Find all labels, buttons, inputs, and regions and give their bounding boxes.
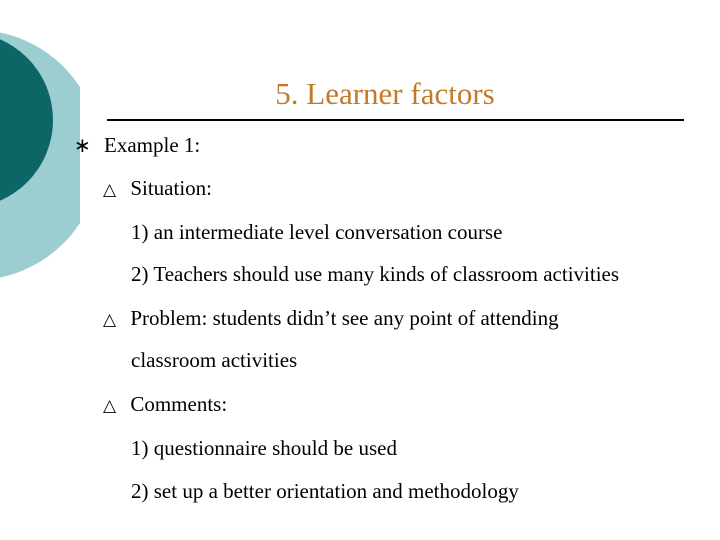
situation-label: Situation: xyxy=(130,176,213,200)
decorative-circles xyxy=(0,0,80,300)
triangle-bullet-icon: △ xyxy=(103,180,117,200)
problem-text: Problem: students didn’t see any point of attending xyxy=(130,306,559,330)
comments-item-2: 2) set up a better orientation and methodology xyxy=(131,479,519,503)
problem-text-continued: classroom activities xyxy=(131,348,298,372)
situation-item-1: 1) an intermediate level conversation course xyxy=(131,220,503,244)
example-label: Example 1: xyxy=(104,133,201,157)
situation-line xyxy=(103,178,212,199)
example-line xyxy=(74,135,200,156)
comments-item-1: 1) questionnaire should be used xyxy=(131,436,397,460)
title-underline xyxy=(107,119,684,121)
triangle-bullet-icon: △ xyxy=(103,396,117,416)
situation-item-2: 2) Teachers should use many kinds of classroom activities xyxy=(131,262,620,286)
comments-label: Comments: xyxy=(130,392,228,416)
slide-title: 5. Learner factors xyxy=(275,76,495,111)
asterisk-bullet-icon: ∗ xyxy=(74,133,91,157)
problem-line xyxy=(103,308,559,329)
comments-line xyxy=(103,394,227,415)
triangle-bullet-icon: △ xyxy=(103,310,117,330)
